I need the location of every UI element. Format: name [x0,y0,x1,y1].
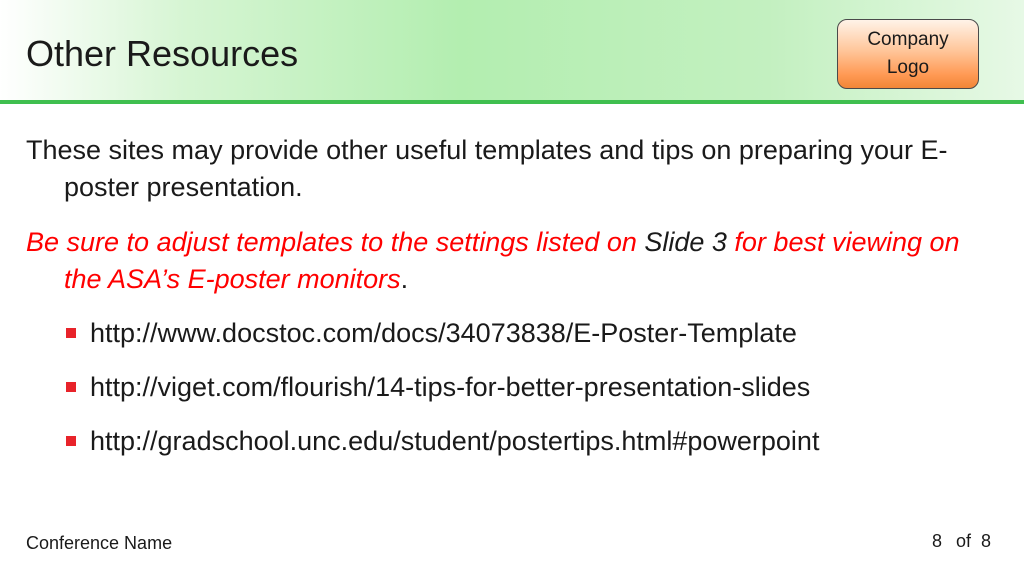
list-item [66,369,996,406]
page-total: 8 [981,531,992,551]
note-text-2: for best viewing on the ASA’s E-poster monitors [64,227,960,294]
slide-body [26,132,996,477]
resource-link-1[interactable]: http://www.docstoc.com/docs/34073838/E-Poster-Template [90,318,797,348]
header-divider [0,100,1024,104]
note-period: . [400,264,409,294]
conference-name: Conference Name [26,533,173,553]
intro-paragraph: These sites may provide other useful templates and tips on preparing your E-poster presentation. [26,135,948,202]
logo-line-1: Company [867,29,949,50]
note-text-1: Be sure to adjust templates to the settings listed on [26,227,645,257]
square-bullet-icon [66,436,76,446]
resource-link-2[interactable]: http://viget.com/flourish/14-tips-for-better-presentation-slides [90,372,811,402]
resource-link-3[interactable]: http://gradschool.unc.edu/student/postertips.html#powerpoint [90,426,820,456]
company-logo [837,19,979,89]
page-number [932,530,991,552]
slide-title: Other Resources [26,33,299,74]
slide-reference: Slide 3 [644,227,727,257]
list-item [66,315,996,352]
page-of-label: of [956,531,972,551]
square-bullet-icon [66,382,76,392]
note-paragraph [26,224,996,298]
logo-line-2: Logo [886,57,930,78]
list-item [66,423,996,460]
page-current: 8 [932,531,943,551]
resource-list [66,315,996,460]
square-bullet-icon [66,328,76,338]
